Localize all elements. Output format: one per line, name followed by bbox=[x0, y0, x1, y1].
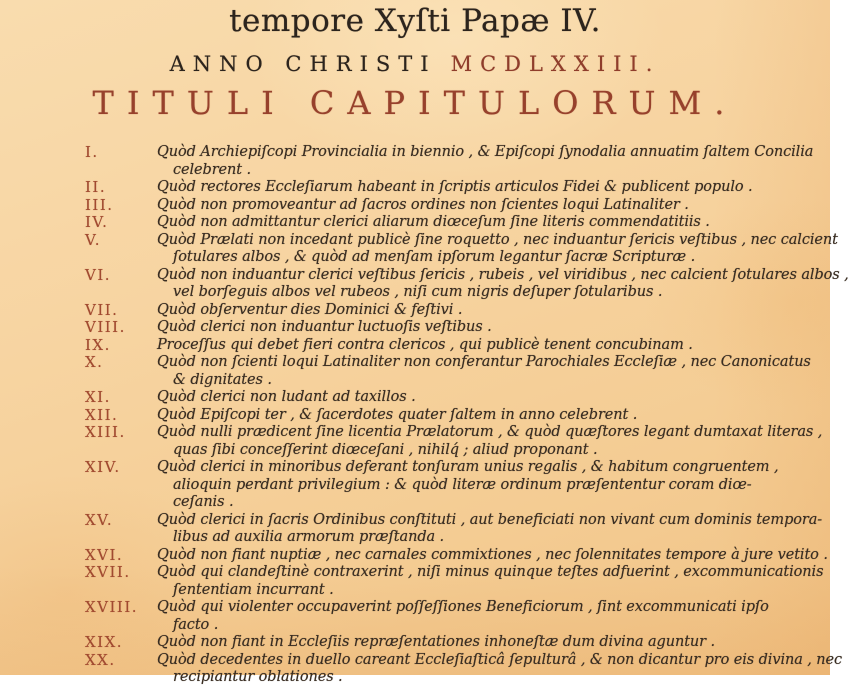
chapter-item bbox=[0, 354, 830, 389]
chapter-text bbox=[157, 179, 830, 197]
chapter-item bbox=[0, 459, 830, 512]
chapter-list bbox=[0, 143, 849, 687]
chapter-numeral: VI. bbox=[85, 265, 112, 284]
chapter-line: Quòd nulli prædicent ſine licentia Prælatorum , & quòd quæſtores legant dumtaxat literas , bbox=[157, 424, 823, 440]
chapter-numeral: XVI. bbox=[85, 545, 124, 564]
chapter-numeral: X. bbox=[85, 353, 104, 371]
chapter-numeral: V. bbox=[85, 230, 101, 249]
chapter-numeral: IV. bbox=[85, 213, 109, 231]
chapter-line: vel borſeguis albos vel rubeos , niſi cum nigris deſuper ſotularibus . bbox=[173, 284, 663, 300]
chapter-line: Quòd clerici in ſacris Ordinibus conſtituti , aut beneficiati non vivant cum dominis tempora- bbox=[157, 511, 823, 528]
chapter-text bbox=[157, 214, 830, 232]
chapter-line: Quòd non fiant nuptiæ , nec carnales commixtiones , nec ſolennitates tempore à jure vetito . bbox=[157, 546, 828, 563]
anno-christi-line bbox=[0, 51, 830, 77]
chapter-item bbox=[0, 599, 830, 634]
chapter-text bbox=[157, 354, 830, 389]
chapter-line: Quòd non admittantur clerici aliarum diœceſum ſine literis commendatitiis . bbox=[157, 214, 710, 230]
chapter-numeral: XX. bbox=[85, 650, 116, 669]
chapter-item bbox=[0, 564, 830, 599]
anno-christi-label: ANNO CHRISTI bbox=[169, 52, 437, 76]
chapter-item bbox=[0, 650, 843, 687]
chapter-text bbox=[157, 564, 830, 599]
chapter-line: & dignitates . bbox=[173, 371, 272, 388]
chapter-text bbox=[157, 424, 830, 459]
chapter-numeral: XVIII. bbox=[85, 598, 139, 616]
chapter-text bbox=[157, 547, 830, 565]
chapter-item bbox=[0, 214, 830, 232]
chapter-line: libus ad auxilia armorum præſtanda . bbox=[173, 529, 445, 545]
chapter-numeral: VIII. bbox=[85, 318, 126, 336]
chapter-item bbox=[0, 179, 830, 197]
chapter-numeral: XIV. bbox=[85, 458, 121, 476]
chapter-line: Quòd rectores Eccleſiarum habeant in ſcriptis articulos Fidei & publicent populo . bbox=[157, 179, 753, 195]
chapter-numeral: XIX. bbox=[85, 633, 124, 651]
chapter-text bbox=[157, 599, 830, 634]
chapter-numeral: III. bbox=[85, 195, 114, 214]
page-title: TITULI CAPITULORUM. bbox=[92, 84, 738, 122]
anno-year-roman-numeral: MCDLXXIII. bbox=[450, 52, 661, 76]
chapter-line: Quòd qui violenter occupaverint poſſeſſiones Beneficiorum , ſint excommunicati ipſo bbox=[157, 599, 769, 615]
chapter-line: facto . bbox=[173, 616, 219, 633]
chapter-line: Quòd non ſcienti loqui Latinaliter non conferantur Parochiales Eccleſiæ , nec Canonicatus bbox=[157, 354, 811, 370]
chapter-text bbox=[157, 144, 830, 179]
chapter-item bbox=[0, 424, 830, 459]
chapter-line: Quòd clerici non induantur luctuoſis veſtibus . bbox=[157, 319, 492, 335]
chapter-line: Quòd Epiſcopi ter , & ſacerdotes quater ſaltem in anno celebrent . bbox=[157, 406, 638, 423]
chapter-text bbox=[157, 319, 830, 337]
chapter-line: Quòd Prælati non incedant publicè ſine roquetto , nec induantur ſericis veſtibus , nec calcient bbox=[157, 231, 838, 248]
chapter-numeral: I. bbox=[85, 143, 99, 161]
chapter-line: alioquin perdant privilegium : & quòd literæ ordinum præſententur coram diœ- bbox=[173, 476, 752, 493]
chapter-text bbox=[157, 512, 830, 547]
chapter-text bbox=[157, 266, 849, 302]
chapter-text bbox=[157, 302, 830, 320]
chapter-line: Quòd obſerventur dies Dominici & feſtivi . bbox=[157, 301, 463, 318]
chapter-item bbox=[0, 319, 830, 337]
chapter-numeral: XV. bbox=[85, 510, 114, 529]
chapter-item bbox=[0, 230, 838, 267]
chapter-numeral: XVII. bbox=[85, 563, 131, 581]
chapter-item bbox=[0, 265, 849, 302]
chapter-numeral: VII. bbox=[85, 300, 119, 319]
chapter-item bbox=[0, 197, 830, 215]
chapter-text bbox=[157, 634, 830, 652]
chapter-text bbox=[157, 407, 830, 425]
chapter-item bbox=[0, 302, 830, 320]
chapter-numeral: II. bbox=[85, 178, 107, 196]
chapter-numeral: XII. bbox=[85, 405, 119, 424]
chapter-line: quas ſibi conceſſerint diœceſani , nihilq́ ; aliud proponant . bbox=[173, 441, 598, 458]
chapter-text bbox=[157, 651, 843, 687]
chapter-item bbox=[0, 144, 830, 179]
chapter-line: ceſanis . bbox=[173, 494, 234, 510]
chapter-text bbox=[157, 197, 830, 215]
chapter-text bbox=[157, 231, 838, 267]
chapter-numeral: XIII. bbox=[85, 423, 126, 441]
chapter-line: ſententiam incurrant . bbox=[173, 581, 334, 598]
header-tempore-line: tempore Xyſti Papæ IV. bbox=[229, 3, 601, 39]
chapter-line: Quòd decedentes in duello careant Eccleſiaſticâ ſepulturâ , & non dicantur pro eis divina , nec bbox=[157, 651, 843, 668]
chapter-line: Quòd qui clandeſtinè contraxerint , niſi minus quinque teſtes adfuerint , excommunicationis bbox=[157, 564, 824, 580]
chapter-line: Quòd non promoveantur ad ſacros ordines non ſcientes loqui Latinaliter . bbox=[157, 196, 689, 213]
chapter-line: Proceſſus qui debet fieri contra clericos , qui publicè tenent concubinam . bbox=[157, 336, 693, 353]
chapter-item bbox=[0, 547, 830, 565]
chapter-line: Quòd non induantur clerici veſtibus ſericis , rubeis , vel viridibus , nec calcient ſotulares albos , bbox=[157, 266, 849, 283]
chapter-text bbox=[157, 389, 830, 407]
chapter-numeral: IX. bbox=[85, 335, 111, 354]
chapter-line: Quòd non fiant in Eccleſiis repræſentationes inhoneſtæ dum divina aguntur . bbox=[157, 634, 716, 650]
chapter-text bbox=[157, 459, 830, 512]
chapter-text bbox=[157, 337, 830, 355]
chapter-numeral: XI. bbox=[85, 388, 111, 406]
chapter-item bbox=[0, 407, 830, 425]
chapter-line: ſotulares albos , & quòd ad menſam ipſorum legantur ſacræ Scripturæ . bbox=[173, 249, 696, 265]
chapter-item bbox=[0, 512, 830, 547]
chapter-line: celebrent . bbox=[173, 161, 251, 178]
chapter-line: Quòd clerici in minoribus deferant tonſuram unius regalis , & habitum congruentem , bbox=[157, 459, 779, 475]
chapter-line: Quòd Archiepiſcopi Provincialia in biennio , & Epiſcopi ſynodalia annuatim ſaltem Concilia bbox=[157, 144, 814, 160]
chapter-item bbox=[0, 337, 830, 355]
chapter-line: recipiantur oblationes . bbox=[173, 669, 343, 685]
chapter-item bbox=[0, 634, 830, 652]
chapter-line: Quòd clerici non ludant ad taxillos . bbox=[157, 389, 416, 405]
chapter-item bbox=[0, 389, 830, 407]
